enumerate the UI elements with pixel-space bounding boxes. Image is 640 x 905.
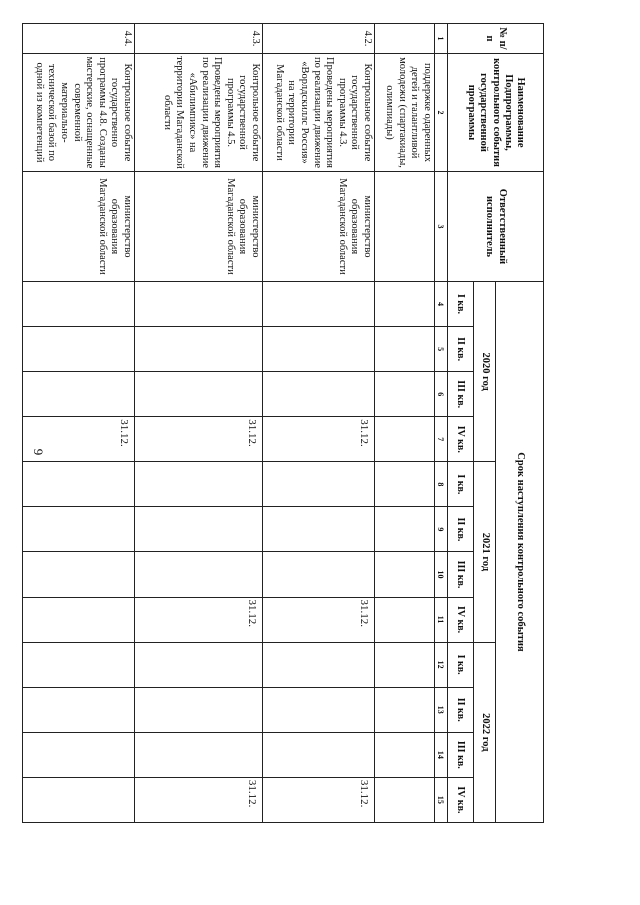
deadline-cell xyxy=(135,642,263,687)
deadline-cell xyxy=(375,687,435,732)
header-quarter: II кв. xyxy=(448,507,474,552)
deadline-cell xyxy=(375,372,435,417)
deadline-cell xyxy=(23,597,135,642)
table-row xyxy=(135,24,263,823)
executor: министерство образования Магаданской области xyxy=(23,172,135,282)
deadline-cell xyxy=(375,462,435,507)
deadline-cell xyxy=(263,552,375,597)
column-number: 15 xyxy=(435,777,448,822)
column-number: 8 xyxy=(435,462,448,507)
deadline-cell xyxy=(23,282,135,327)
column-number: 4 xyxy=(435,282,448,327)
column-number: 7 xyxy=(435,417,448,462)
deadline-cell xyxy=(23,777,135,822)
deadline-cell xyxy=(375,777,435,822)
header-quarter: II кв. xyxy=(448,327,474,372)
header-executor: Ответственный исполнитель xyxy=(448,172,544,282)
deadline-cell xyxy=(375,597,435,642)
column-number: 13 xyxy=(435,687,448,732)
deadline-cell xyxy=(375,282,435,327)
column-number: 3 xyxy=(435,172,448,282)
page-number: 9 xyxy=(31,448,46,456)
column-number: 5 xyxy=(435,327,448,372)
column-number: 1 xyxy=(435,24,448,54)
event-name: поддержке одаренных детей и талантливой молодежи (спартакиады, олимпиады) xyxy=(375,54,435,172)
deadline-cell xyxy=(375,507,435,552)
event-name: Контрольное событие государственной программы 4.5. Проведены мероприятия по реализации движение «Абилимпикс» на территории Магаданской области xyxy=(135,54,263,172)
header-year-2020: 2020 год xyxy=(474,282,496,462)
deadline-cell xyxy=(23,327,135,372)
deadline-cell xyxy=(263,462,375,507)
deadline-cell xyxy=(135,687,263,732)
deadline-cell: 31.12. xyxy=(23,417,135,462)
table-row xyxy=(263,24,375,823)
rotated-table-container xyxy=(33,23,544,823)
deadline-cell xyxy=(135,732,263,777)
deadline-cell xyxy=(23,462,135,507)
deadline-cell xyxy=(23,507,135,552)
deadline-cell xyxy=(263,732,375,777)
header-name: Наименование Подпрограммы, контрольного события государственной программы xyxy=(448,54,544,172)
deadline-cell xyxy=(23,642,135,687)
deadline-cell xyxy=(263,642,375,687)
header-quarter: II кв. xyxy=(448,687,474,732)
deadline-cell xyxy=(135,507,263,552)
header-no: № п/п xyxy=(448,24,544,54)
event-name: Контрольное событие государственной программы 4.3. Проведены мероприятия по реализации движение «Ворлдскиллс Россия» на территории Магаданской области xyxy=(263,54,375,172)
deadline-cell xyxy=(263,327,375,372)
column-number: 14 xyxy=(435,732,448,777)
deadline-cell: 31.12. xyxy=(263,777,375,822)
deadline-cell xyxy=(263,282,375,327)
deadline-cell: 31.12. xyxy=(263,417,375,462)
control-events-table xyxy=(22,23,544,823)
header-quarter: III кв. xyxy=(448,552,474,597)
deadline-cell xyxy=(375,642,435,687)
header-quarter: I кв. xyxy=(448,282,474,327)
column-number: 11 xyxy=(435,597,448,642)
deadline-cell: 31.12. xyxy=(263,597,375,642)
header-quarter: I кв. xyxy=(448,642,474,687)
column-number: 12 xyxy=(435,642,448,687)
deadline-cell xyxy=(23,552,135,597)
header-quarter: III кв. xyxy=(448,732,474,777)
deadline-cell xyxy=(263,507,375,552)
row-number: 4.2. xyxy=(263,24,375,54)
column-number: 2 xyxy=(435,54,448,172)
event-name: Контрольное событие государственно программы 4.8. Созданы мастерские, оснащенные современной материально-технической базой по одной из компетенций xyxy=(23,54,135,172)
column-number: 9 xyxy=(435,507,448,552)
executor: министерство образования Магаданской области xyxy=(135,172,263,282)
deadline-cell xyxy=(375,552,435,597)
row-number: 4.3. xyxy=(135,24,263,54)
table-row xyxy=(23,24,135,823)
header-quarter: IV кв. xyxy=(448,597,474,642)
deadline-cell: 31.12. xyxy=(135,597,263,642)
deadline-cell xyxy=(135,327,263,372)
deadline-cell xyxy=(375,417,435,462)
deadline-cell xyxy=(23,732,135,777)
header-quarter: IV кв. xyxy=(448,417,474,462)
deadline-cell xyxy=(23,687,135,732)
header-year-2022: 2022 год xyxy=(474,642,496,822)
column-number: 10 xyxy=(435,552,448,597)
deadline-cell xyxy=(375,732,435,777)
deadline-cell xyxy=(135,462,263,507)
table-row xyxy=(375,24,435,823)
deadline-cell xyxy=(375,327,435,372)
deadline-cell xyxy=(263,372,375,417)
deadline-cell xyxy=(263,687,375,732)
deadline-cell xyxy=(23,372,135,417)
deadline-cell xyxy=(135,282,263,327)
executor xyxy=(375,172,435,282)
header-deadline: Срок наступления контрольного события xyxy=(496,282,544,823)
header-quarter: III кв. xyxy=(448,372,474,417)
deadline-cell: 31.12. xyxy=(135,417,263,462)
row-number: 4.4. xyxy=(23,24,135,54)
column-number: 6 xyxy=(435,372,448,417)
header-year-2021: 2021 год xyxy=(474,462,496,642)
deadline-cell: 31.12. xyxy=(135,777,263,822)
executor: министерство образования Магаданской области xyxy=(263,172,375,282)
column-number-row xyxy=(435,24,448,823)
row-number xyxy=(375,24,435,54)
header-quarter: IV кв. xyxy=(448,777,474,822)
deadline-cell xyxy=(135,372,263,417)
header-quarter: I кв. xyxy=(448,462,474,507)
deadline-cell xyxy=(135,552,263,597)
